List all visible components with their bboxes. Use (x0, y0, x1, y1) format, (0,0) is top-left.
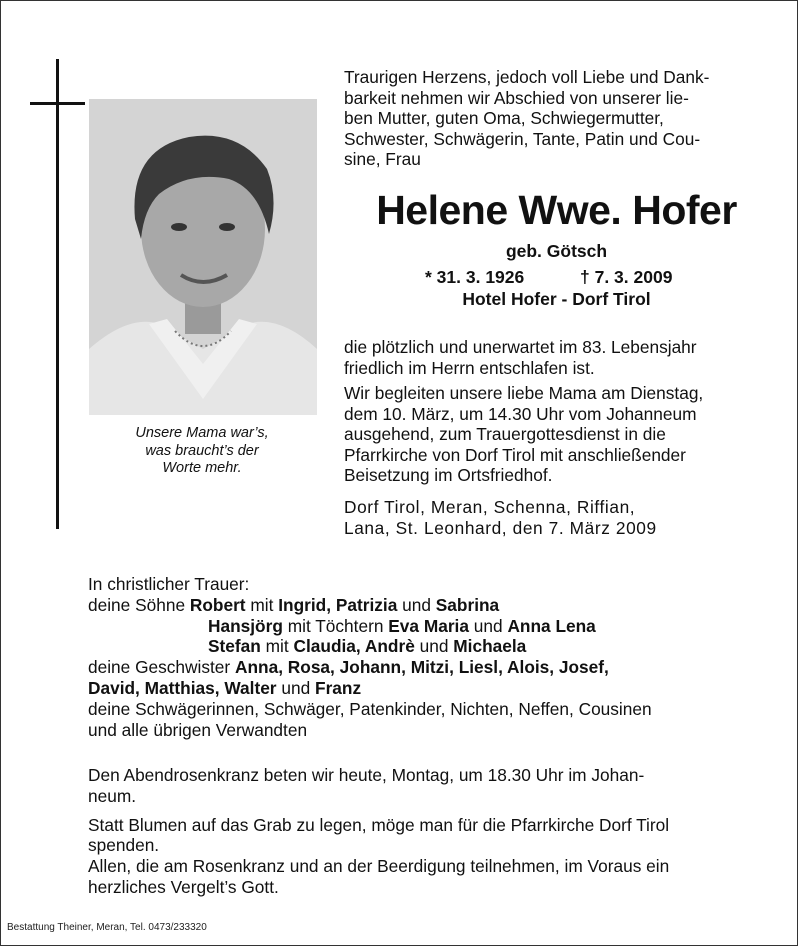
son-name: Hansjörg (208, 615, 283, 636)
siblings-names: Anna, Rosa, Johann, Mitzi, Liesl, Alois, Josef, (234, 657, 609, 678)
grandchild-name: Michaela (453, 636, 527, 657)
rosary-line: Den Abendrosenkranz beten wir heute, Montag, um 18.30 Uhr im Johan- (88, 765, 645, 785)
residence: Hotel Hofer - Dorf Tirol (462, 289, 651, 309)
closing-text (88, 765, 768, 898)
in-laws-line: deine Schwägerinnen, Schwäger, Patenkinder, Nichten, Neffen, Cousinen (88, 698, 652, 719)
mourners-list (88, 574, 778, 740)
rosary-line: neum. (88, 785, 137, 806)
son-name: Stefan (208, 636, 261, 657)
family-names: Ingrid, Patrizia (278, 594, 398, 615)
thanks-line: herzliches Vergelt’s Gott. (88, 876, 279, 897)
passing-line: die plötzlich und unerwartet im 83. Lebensjahr (344, 337, 697, 357)
grandchild-name: Anna Lena (507, 615, 596, 636)
connector: und (402, 594, 431, 615)
sons-prefix: deine Söhne (88, 594, 186, 615)
intro-text (344, 67, 769, 170)
funeral-home-footer: Bestattung Theiner, Meran, Tel. 0473/233320 (7, 922, 207, 933)
intro-line: Traurigen Herzens, jedoch voll Liebe und Dank- (344, 67, 710, 87)
location-date (344, 497, 769, 538)
connector: und (473, 615, 503, 636)
connector: mit Töchtern (287, 615, 384, 636)
siblings-names: Franz (315, 677, 362, 698)
funeral-line: Wir begleiten unsere liebe Mama am Dienstag, (344, 383, 704, 403)
photo-caption (97, 425, 307, 478)
passing-text (344, 337, 769, 378)
funeral-line: dem 10. März, um 14.30 Uhr vom Johanneum (344, 403, 697, 424)
cross-icon-bar (30, 102, 85, 105)
mourners-heading: In christlicher Trauer: (88, 574, 250, 594)
funeral-line: Beisetzung im Ortsfriedhof. (344, 465, 553, 485)
birth-date: * 31. 3. 1926 (425, 267, 525, 287)
connector: mit (265, 636, 289, 657)
funeral-line: ausgehend, zum Trauergottesdienst in die (344, 424, 666, 444)
spacer (88, 807, 768, 815)
grandchild-name: Eva Maria (388, 615, 469, 636)
flowers-line: Statt Blumen auf das Grab zu legen, möge man für die Pfarrkirche Dorf Tirol (88, 814, 670, 835)
siblings-line (88, 678, 778, 699)
relatives-line: und alle übrigen Verwandten (88, 719, 308, 740)
caption-line: was braucht’s der (145, 442, 259, 459)
intro-line: Schwester, Schwägerin, Tante, Patin und Cou- (344, 128, 701, 149)
son-name: Robert (189, 594, 246, 615)
funeral-line: Pfarrkirche von Dorf Tirol mit anschließender (344, 444, 686, 465)
connector: und (419, 636, 449, 657)
siblings-names: David, Matthias, Walter (88, 677, 277, 698)
intro-line: sine, Frau (344, 149, 421, 169)
connector: und (281, 677, 311, 698)
family-names: Claudia, Andrè (293, 636, 415, 657)
grandchild-name: Sabrina (435, 594, 500, 615)
siblings-prefix: deine Geschwister (88, 657, 231, 678)
intro-line: ben Mutter, guten Oma, Schwiegermutter, (344, 108, 664, 128)
thanks-line: Allen, die am Rosenkranz und an der Beerdigung teilnehmen, im Voraus ein (88, 856, 670, 877)
birth-name: geb. Götsch (505, 241, 608, 261)
caption-line: Worte mehr. (162, 460, 242, 476)
location-line: Dorf Tirol, Meran, Schenna, Riffian, (344, 497, 636, 517)
passing-line: friedlich im Herrn entschlafen ist. (344, 357, 595, 378)
caption-line: Unsere Mama war’s, (135, 425, 269, 441)
intro-line: barkeit nehmen wir Abschied von unserer lie- (344, 87, 689, 108)
portrait-photo (89, 99, 317, 415)
location-line: Lana, St. Leonhard, den 7. März 2009 (344, 517, 657, 538)
connector: mit (250, 594, 274, 615)
siblings-line (88, 657, 778, 678)
flowers-line: spenden. (88, 835, 160, 856)
sons-line (88, 595, 778, 616)
sons-line (88, 636, 778, 657)
deceased-name: Helene Wwe. Hofer (376, 187, 737, 233)
funeral-text (344, 383, 769, 486)
cross-icon (56, 59, 59, 529)
death-date: † 7. 3. 2009 (580, 267, 673, 287)
sons-line (88, 616, 778, 637)
